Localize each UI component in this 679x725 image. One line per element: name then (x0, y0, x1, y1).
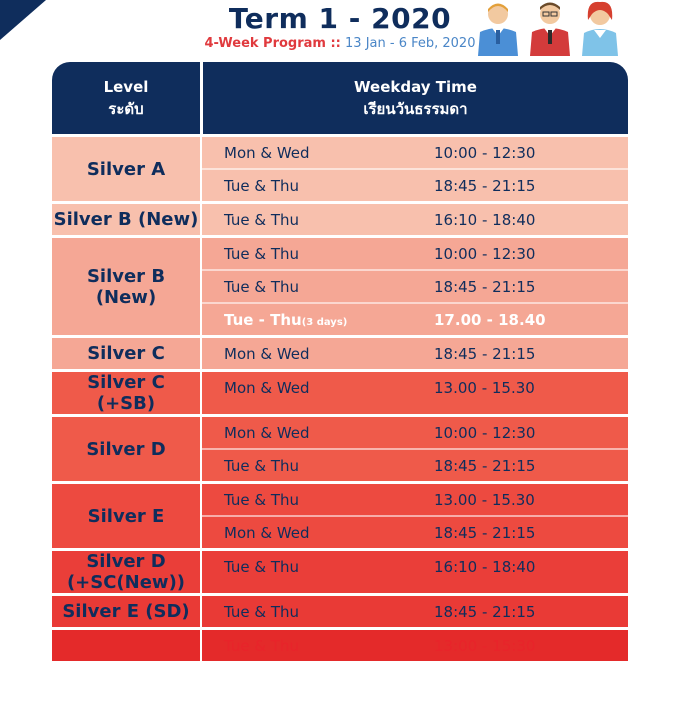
table-row (202, 302, 628, 335)
time-cell: 18:45 - 21:15 (434, 277, 536, 296)
table-row (202, 484, 628, 515)
time-cell: 18:45 - 21:15 (434, 344, 536, 363)
day-cell (202, 379, 410, 397)
day-label: Tue & Thu (224, 557, 300, 576)
day-label: Tue & Thu (224, 210, 300, 229)
level-group (52, 372, 628, 414)
time-cell: 10:00 - 12:30 (434, 244, 536, 263)
day-cell (202, 457, 410, 475)
corner-decoration (0, 0, 46, 40)
time-cell: 18:45 - 21:15 (434, 176, 536, 195)
level-name (52, 630, 200, 661)
time-header-en: Weekday Time (354, 78, 477, 96)
level-group (52, 204, 628, 235)
time-rows (202, 372, 628, 414)
level-header-en: Level (103, 78, 149, 96)
table-row (202, 338, 628, 369)
level-name: Silver B (New) (52, 238, 200, 335)
day-cell (202, 311, 410, 329)
day-label: Mon & Wed (224, 378, 310, 397)
table-row (202, 448, 628, 481)
level-name: Silver C (+SB) (52, 372, 200, 414)
day-label: Mon & Wed (224, 523, 310, 542)
table-row (202, 137, 628, 168)
time-rows (202, 417, 628, 481)
page-title: Term 1 - 2020 (228, 2, 452, 35)
table-row (202, 204, 628, 235)
day-label: Tue & Thu (224, 456, 300, 475)
time-column-header (203, 62, 628, 134)
level-group (52, 137, 628, 201)
time-rows (202, 238, 628, 335)
level-name: Silver D (52, 417, 200, 481)
day-cell (202, 424, 410, 442)
time-cell: 18:45 - 21:15 (434, 523, 536, 542)
table-row (202, 238, 628, 269)
day-note: (3 days) (301, 316, 348, 328)
program-dates: 13 Jan - 6 Feb, 2020 (345, 36, 476, 51)
level-column-header (52, 62, 200, 134)
time-rows (202, 338, 628, 369)
day-label: Mon & Wed (224, 423, 310, 442)
time-cell: 10:00 - 12:30 (434, 423, 536, 442)
day-cell (202, 211, 410, 229)
day-cell (202, 524, 410, 542)
day-cell (202, 558, 410, 576)
time-rows (202, 204, 628, 235)
day-cell (202, 345, 410, 363)
table-row (202, 596, 628, 627)
day-label: Tue & Thu (224, 636, 300, 655)
time-cell: 13:00 - 15:30 (434, 636, 536, 655)
table-header (52, 62, 628, 134)
time-cell: 18:45 - 21:15 (434, 602, 536, 621)
time-cell: 16:10 - 18:40 (434, 210, 536, 229)
table-row (202, 168, 628, 201)
level-group (52, 338, 628, 369)
time-rows (202, 484, 628, 548)
day-cell (202, 177, 410, 195)
day-cell (202, 637, 410, 655)
day-cell (202, 603, 410, 621)
level-group (52, 417, 628, 481)
day-label: Tue - Thu (224, 310, 302, 329)
time-cell: 18:45 - 21:15 (434, 456, 536, 475)
level-name: Silver E (SD) (52, 596, 200, 627)
table-row (202, 515, 628, 548)
level-name: Silver C (52, 338, 200, 369)
time-cell: 13.00 - 15.30 (434, 490, 535, 509)
day-label: Tue & Thu (224, 277, 300, 296)
day-cell (202, 278, 410, 296)
table-row (202, 417, 628, 448)
level-name: Silver B (New) (52, 204, 200, 235)
level-group (52, 484, 628, 548)
level-group (52, 238, 628, 335)
time-rows (202, 596, 628, 627)
level-group (52, 596, 628, 627)
table-row (202, 630, 628, 661)
day-label: Tue & Thu (224, 176, 300, 195)
day-label: Mon & Wed (224, 344, 310, 363)
table-row (202, 551, 628, 582)
day-label: Tue & Thu (224, 244, 300, 263)
level-name: Silver A (52, 137, 200, 201)
table-body (52, 137, 628, 661)
program-label: 4-Week Program :: (204, 36, 341, 51)
time-cell: 16:10 - 18:40 (434, 557, 536, 576)
schedule-table (52, 62, 628, 661)
level-name: Silver E (52, 484, 200, 548)
time-cell: 17.00 - 18.40 (434, 310, 546, 329)
time-cell: 10:00 - 12:30 (434, 143, 536, 162)
day-cell (202, 144, 410, 162)
time-rows (202, 551, 628, 593)
people-illustration (470, 0, 630, 56)
day-label: Tue & Thu (224, 602, 300, 621)
table-row (202, 372, 628, 403)
table-row (202, 269, 628, 302)
time-rows (202, 630, 628, 661)
level-header-th: ระดับ (108, 100, 144, 118)
level-group (52, 551, 628, 593)
level-name: Silver D (+SC(New)) (52, 551, 200, 593)
time-cell: 13.00 - 15.30 (434, 378, 535, 397)
day-label: Tue & Thu (224, 490, 300, 509)
time-rows (202, 137, 628, 201)
day-label: Mon & Wed (224, 143, 310, 162)
day-cell (202, 245, 410, 263)
time-header-th: เรียนวันธรรมดา (363, 100, 468, 118)
level-group (52, 630, 628, 661)
day-cell (202, 491, 410, 509)
